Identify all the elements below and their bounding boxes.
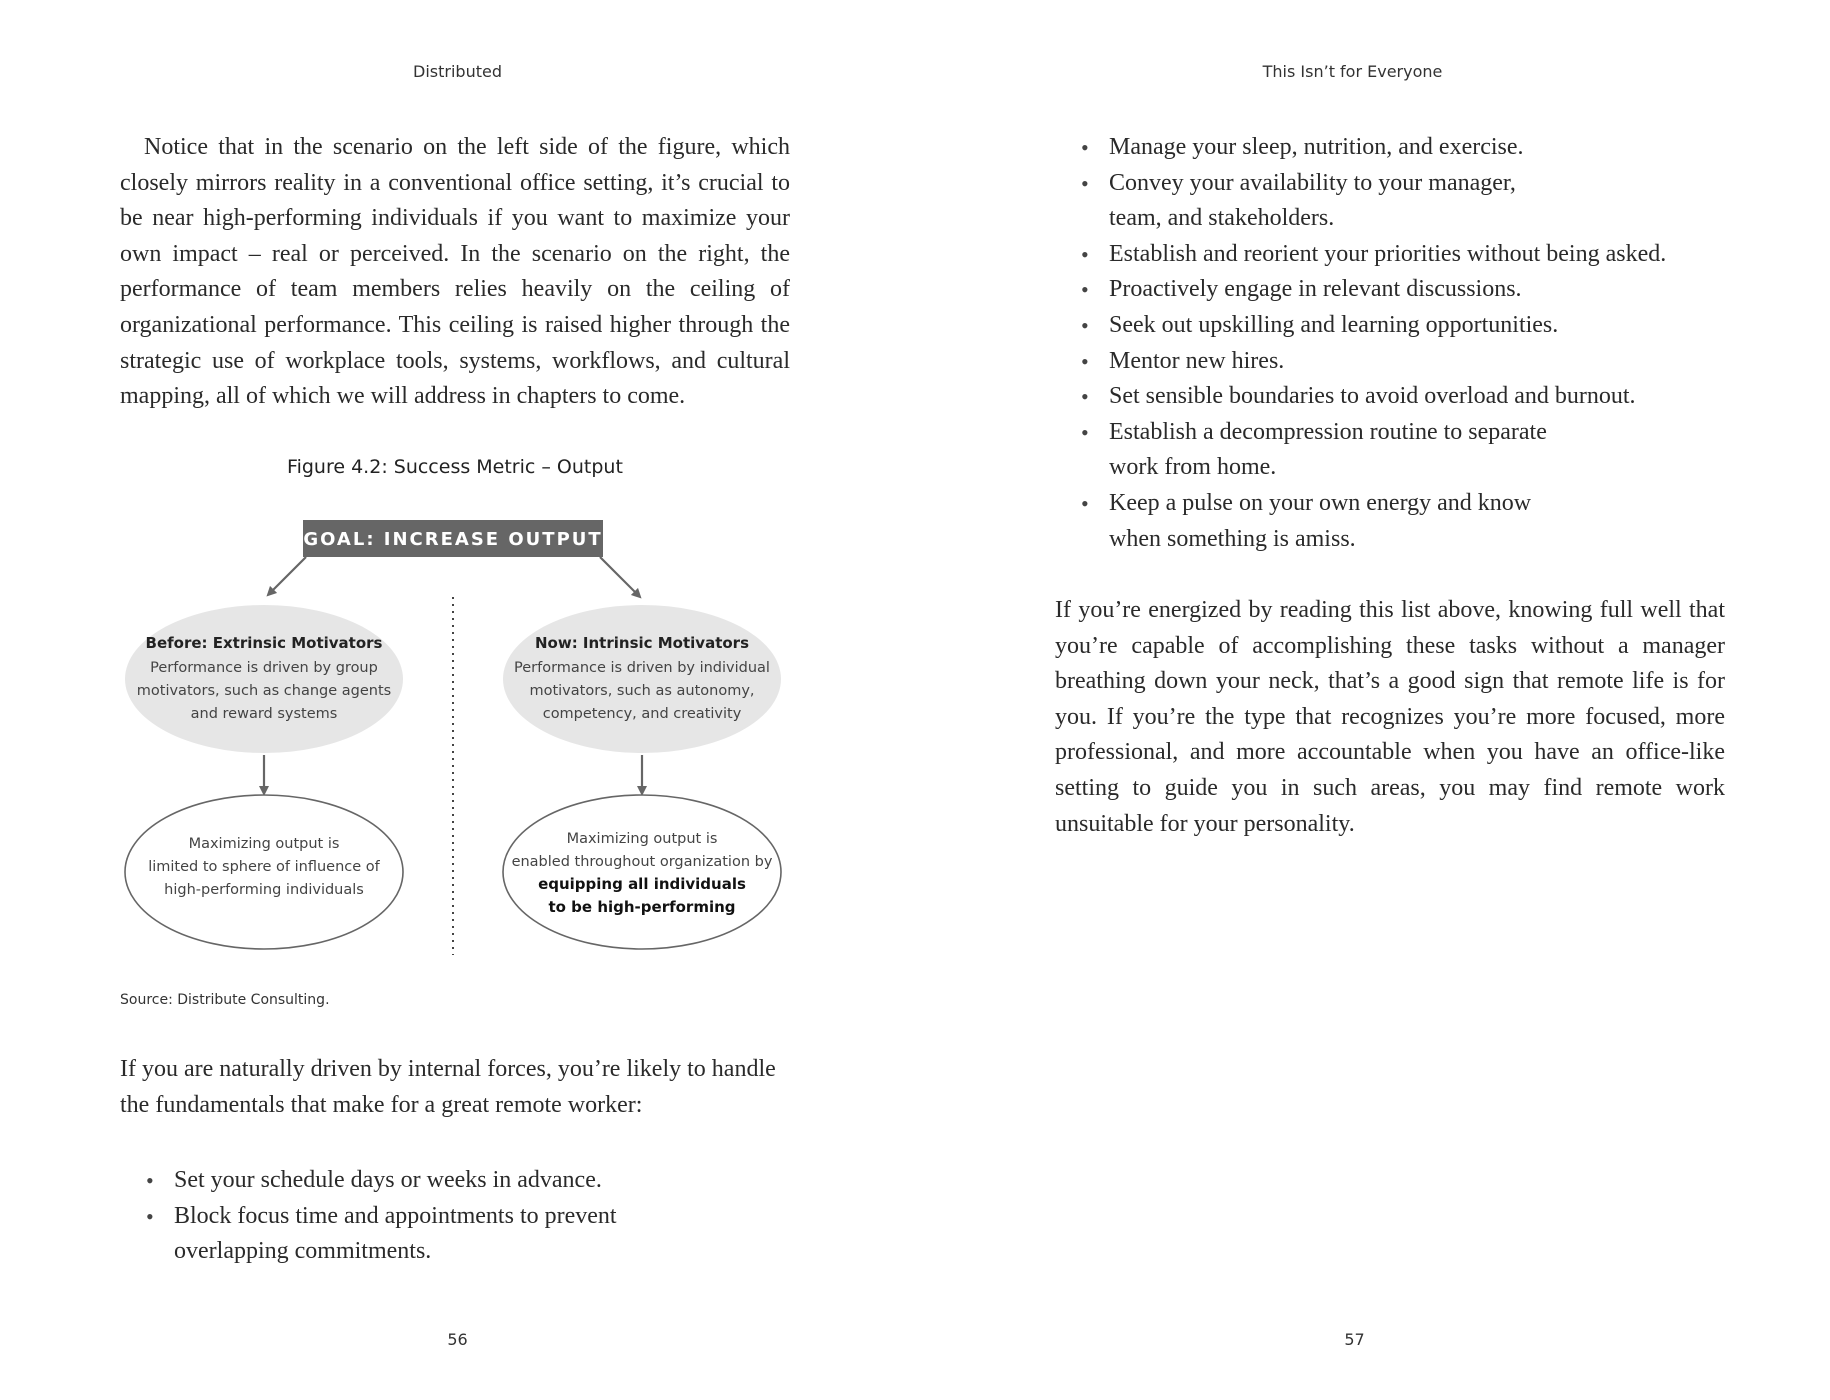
list-item: • Keep a pulse on your own energy and know when something is amiss. (1055, 486, 1695, 557)
bullet-icon: • (1081, 241, 1089, 267)
running-head-left: Distributed (413, 62, 502, 81)
goal-label: GOAL: INCREASE OUTPUT (303, 529, 603, 550)
before-line-3: and reward systems (190, 706, 338, 722)
right-page (915, 0, 1830, 1400)
list-item: • Block focus time and appointments to prevent overlapping commitments. (120, 1199, 780, 1270)
bullet-icon: • (1081, 312, 1089, 338)
list-item: • Establish and reorient your priorities without being asked. (1055, 237, 1695, 273)
now-line-1: Performance is driven by individual (514, 660, 770, 676)
intro-paragraph: Notice that in the scenario on the left side of the figure, which closely mirrors reality in a conventional office setting, it’s crucial to be near high-performing individuals if you want to maximize your own impact – real or perceived. In the scenario on the right, the performance of team members relies heavily on the ceiling of organizational performance. This ceiling is raised higher through the strategic use of workplace tools, systems, workflows, and cultural mapping, all of which we will address in chapters to come. (120, 134, 790, 410)
enabled-line-1: Maximizing output is (566, 831, 718, 847)
list-item: • Seek out upskilling and learning opportunities. (1055, 308, 1695, 344)
list-item: • Mentor new hires. (1055, 344, 1695, 380)
figure-source: Source: Distribute Consulting. (120, 992, 330, 1008)
bullet-icon: • (1081, 490, 1089, 516)
enabled-bold-line-2: to be high-performing (548, 898, 736, 916)
now-heading: Now: Intrinsic Motivators (534, 634, 750, 652)
remote-worker-paragraph: If you are naturally driven by internal forces, you’re likely to handle the fundamentals that make for a great remote worker: (120, 1056, 776, 1118)
page-number-left: 56 (447, 1330, 468, 1349)
enabled-output-ellipse (503, 795, 781, 949)
list-item: • Establish a decompression routine to separate work from home. (1055, 415, 1695, 486)
list-item: • Set sensible boundaries to avoid overload and burnout. (1055, 379, 1695, 415)
arrow-goal-left (270, 557, 306, 593)
before-line-2: motivators, such as change agents (136, 683, 392, 699)
bullet-icon: • (1081, 170, 1089, 196)
list-item: • Convey your availability to your manager, team, and stakeholders. (1055, 166, 1695, 237)
limited-line-2: limited to sphere of influence of (148, 859, 380, 875)
now-ellipse (503, 605, 781, 753)
bullet-icon: • (1081, 135, 1089, 160)
bullet-icon: • (146, 1168, 154, 1193)
bullet-icon: • (1081, 384, 1089, 410)
bullet-icon: • (146, 1203, 154, 1229)
running-head-right: This Isn’t for Everyone (1262, 62, 1443, 81)
bullet-icon: • (1081, 277, 1089, 303)
now-line-2: motivators, such as autonomy, (529, 683, 755, 699)
limited-line-3: high-performing individuals (164, 882, 364, 898)
list-item: • Set your schedule days or weeks in advance. (120, 1163, 780, 1199)
arrow-goal-right (600, 557, 638, 595)
right-bullet-list (1055, 130, 1695, 557)
limited-line-1: Maximizing output is (188, 836, 340, 852)
closing-paragraph: If you’re energized by reading this list above, knowing full well that you’re capable of accomplishing these tasks without a manager breathing down your neck, that’s a good sign that remote life is for you. If you’re the type that recognizes you’re more focused, more professional, and more accountable when you have an office-like setting to guide you in such areas, you may find remote work unsuitable for your personality. (1055, 597, 1725, 837)
list-item: • Proactively engage in relevant discussions. (1055, 272, 1695, 308)
before-line-1: Performance is driven by group (150, 660, 378, 676)
left-bullet-list (120, 1163, 780, 1270)
before-ellipse (125, 605, 403, 753)
now-line-3: competency, and creativity (542, 706, 742, 722)
figure-title: Figure 4.2: Success Metric – Output (287, 456, 623, 478)
enabled-line-2: enabled throughout organization by (511, 854, 773, 870)
enabled-bold-line-1: equipping all individuals (538, 875, 746, 893)
list-item: • Manage your sleep, nutrition, and exercise. (1055, 130, 1695, 166)
before-heading: Before: Extrinsic Motivators (145, 634, 383, 652)
bullet-icon: • (1081, 348, 1089, 374)
bullet-icon: • (1081, 419, 1089, 445)
success-metric-diagram (110, 515, 800, 965)
page-number-right: 57 (1344, 1330, 1365, 1349)
